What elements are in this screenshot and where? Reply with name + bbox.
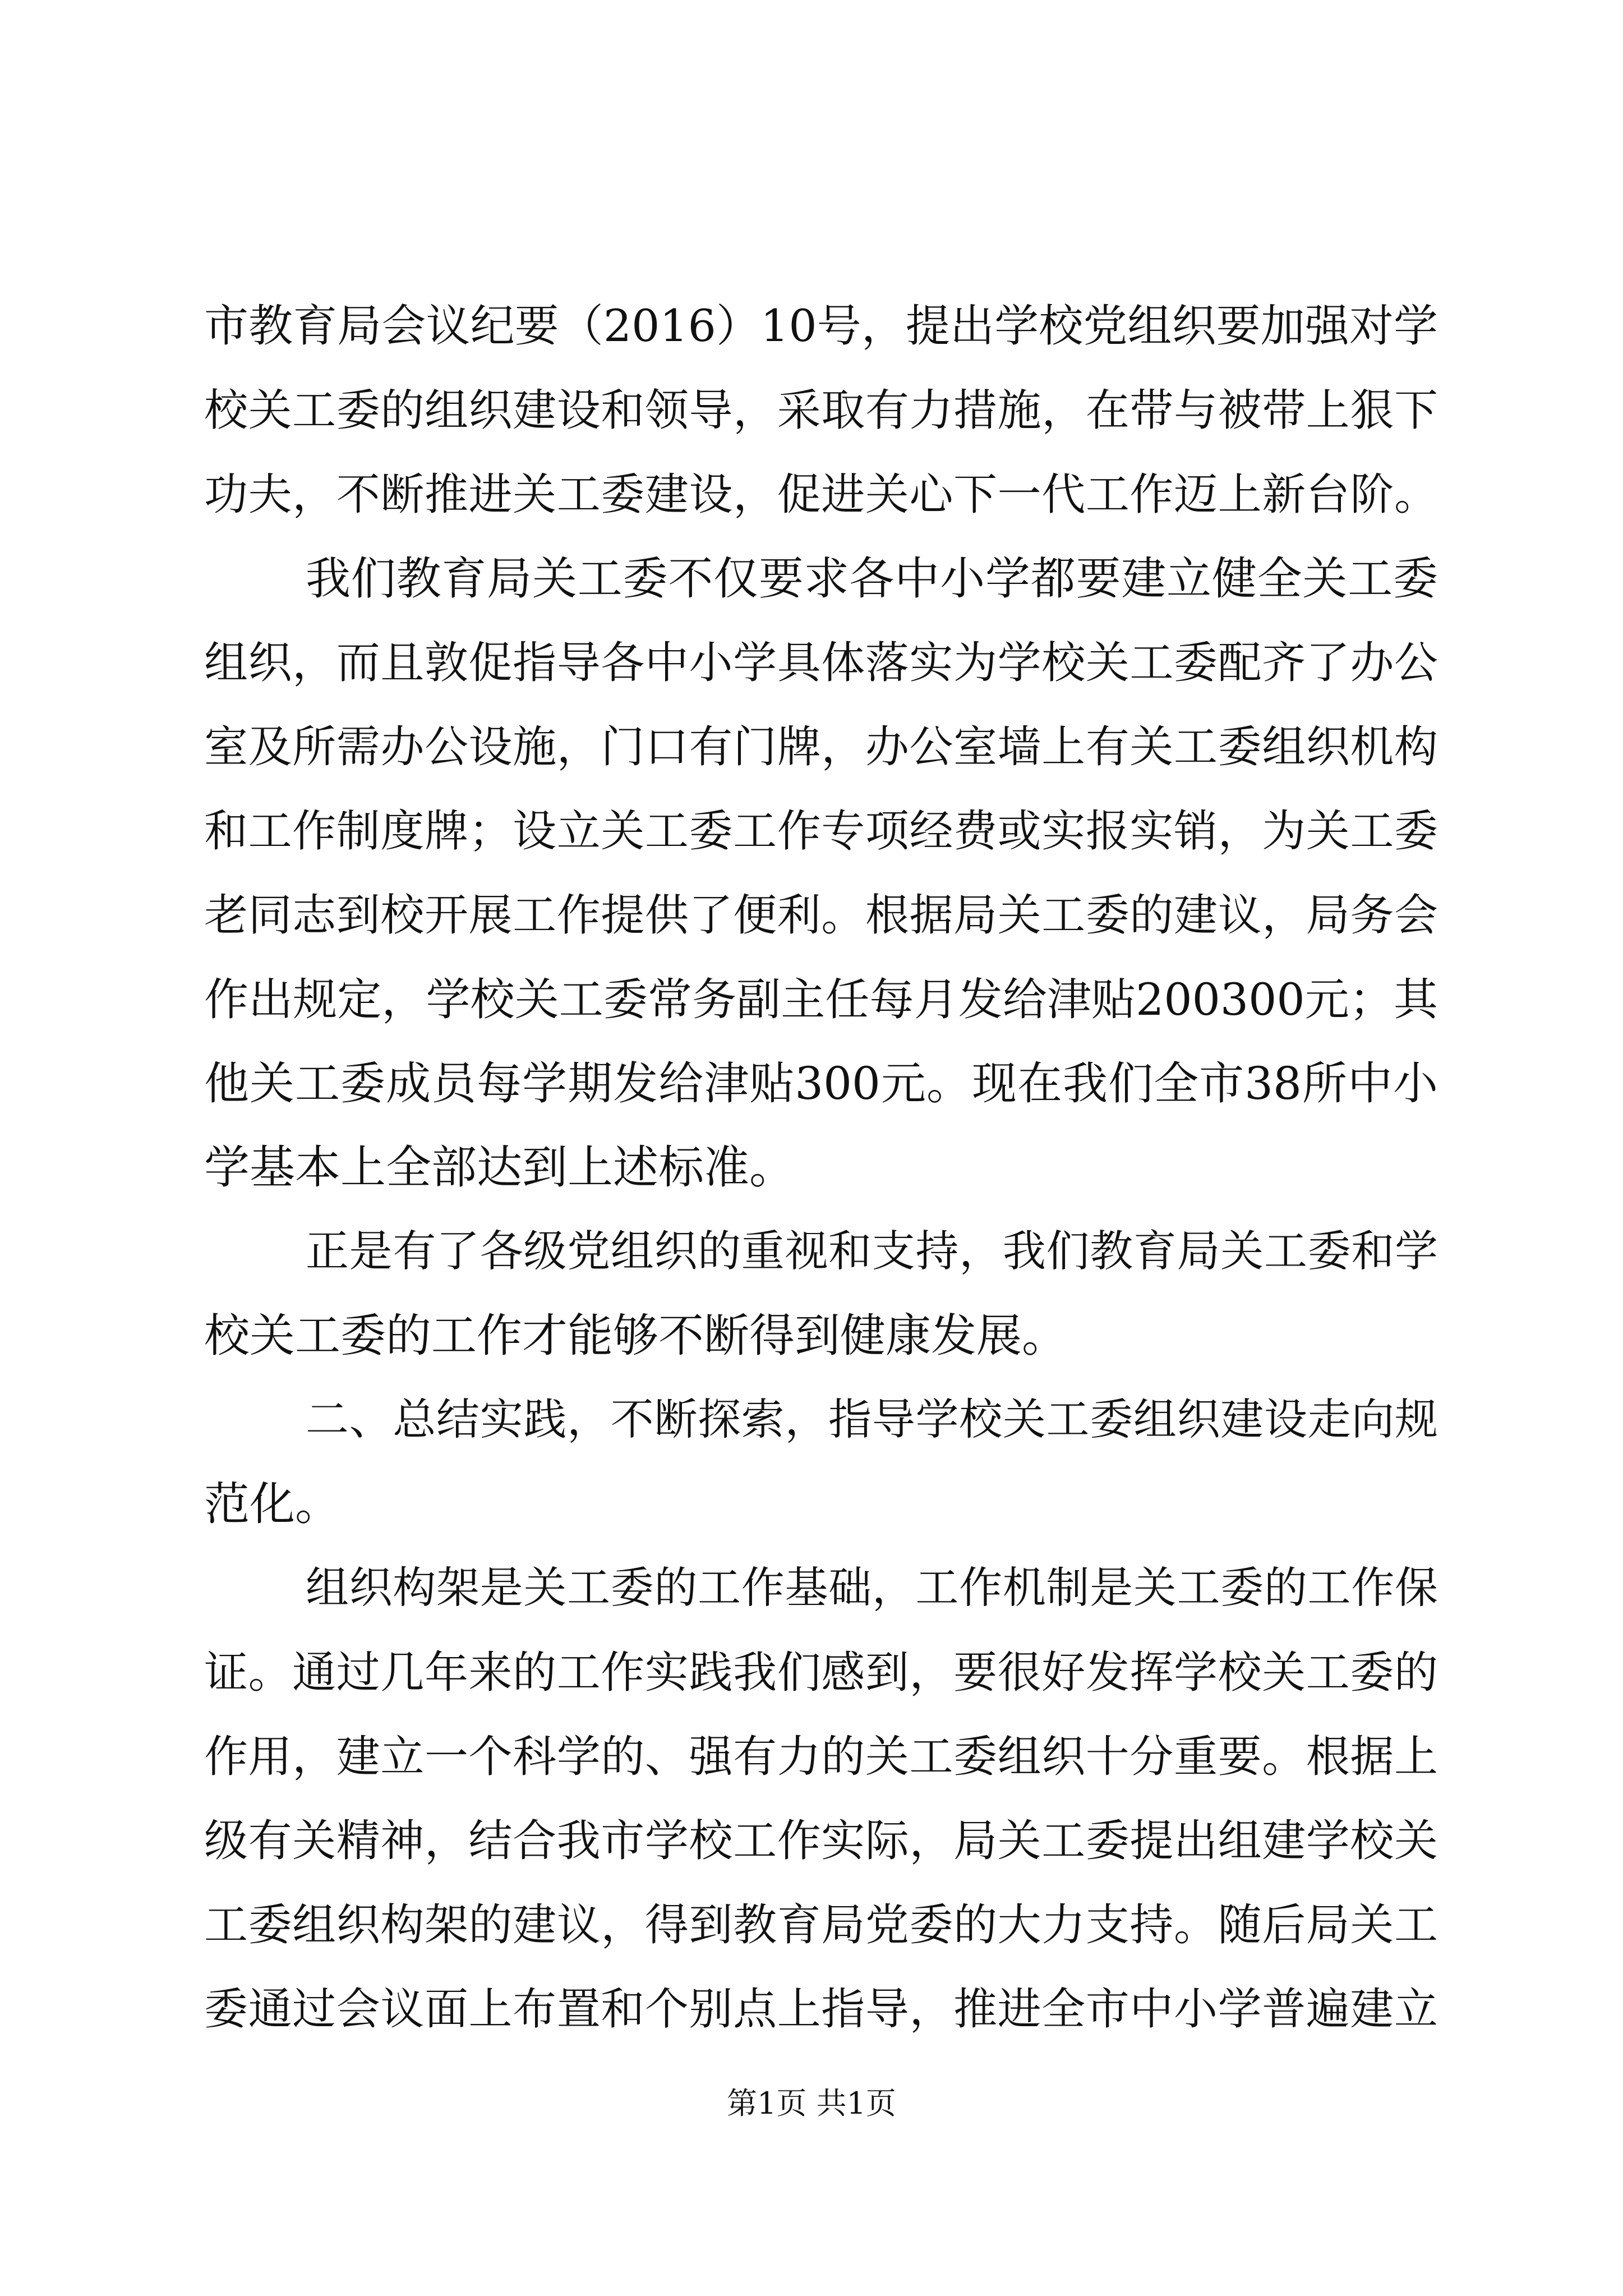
section-heading-line: 二、总结实践，不断探索，指导学校关工委组织建设走向规	[306, 1395, 1438, 1445]
text-line: 老同志到校开展工作提供了便利。根据局关工委的建议，局务会	[204, 890, 1438, 941]
page-number-footer: 第1页 共1页	[727, 2086, 896, 2121]
text-line: 和工作制度牌；设立关工委工作专项经费或实报实销，为关工委	[204, 806, 1438, 857]
text-line: 正是有了各级党组织的重视和支持，我们教育局关工委和学	[306, 1227, 1438, 1277]
text-line: 作出规定，学校关工委常务副主任每月发给津贴200300元；其	[204, 974, 1438, 1025]
text-line: 功夫，不断推进关工委建设，促进关心下一代工作迈上新台阶。	[204, 470, 1438, 520]
section-heading-line: 范化。	[204, 1478, 341, 1531]
text-line: 室及所需办公设施，门口有门牌，办公室墙上有关工委组织机构	[204, 722, 1438, 772]
text-line: 工委组织构架的建议，得到教育局党委的大力支持。随后局关工	[204, 1900, 1438, 1950]
text-line: 组织构架是关工委的工作基础，工作机制是关工委的工作保	[306, 1563, 1438, 1613]
text-line: 作用，建立一个科学的、强有力的关工委组织十分重要。根据上	[204, 1732, 1438, 1782]
text-line: 校关工委的组织建设和领导，采取有力措施，在带与被带上狠下	[204, 385, 1438, 436]
text-line: 证。通过几年来的工作实践我们感到，要很好发挥学校关工委的	[204, 1648, 1438, 1698]
text-line: 学基本上全部达到上述标准。	[204, 1142, 795, 1194]
text-line: 组织，而且敦促指导各中小学具体落实为学校关工委配齐了办公	[204, 638, 1438, 688]
text-line: 我们教育局关工委不仅要求各中小学都要建立健全关工委	[306, 553, 1438, 605]
text-line: 他关工委成员每学期发给津贴300元。现在我们全市38所中小	[204, 1057, 1438, 1110]
text-line: 市教育局会议纪要（2016）10号，提出学校党组织要加强对学	[204, 300, 1438, 352]
text-line: 委通过会议面上布置和个别点上指导，推进全市中小学普遍建立	[204, 1984, 1438, 2035]
text-line: 级有关精神，结合我市学校工作实际，局关工委提出组建学校关	[204, 1816, 1438, 1866]
text-line: 校关工委的工作才能够不断得到健康发展。	[204, 1310, 1068, 1363]
